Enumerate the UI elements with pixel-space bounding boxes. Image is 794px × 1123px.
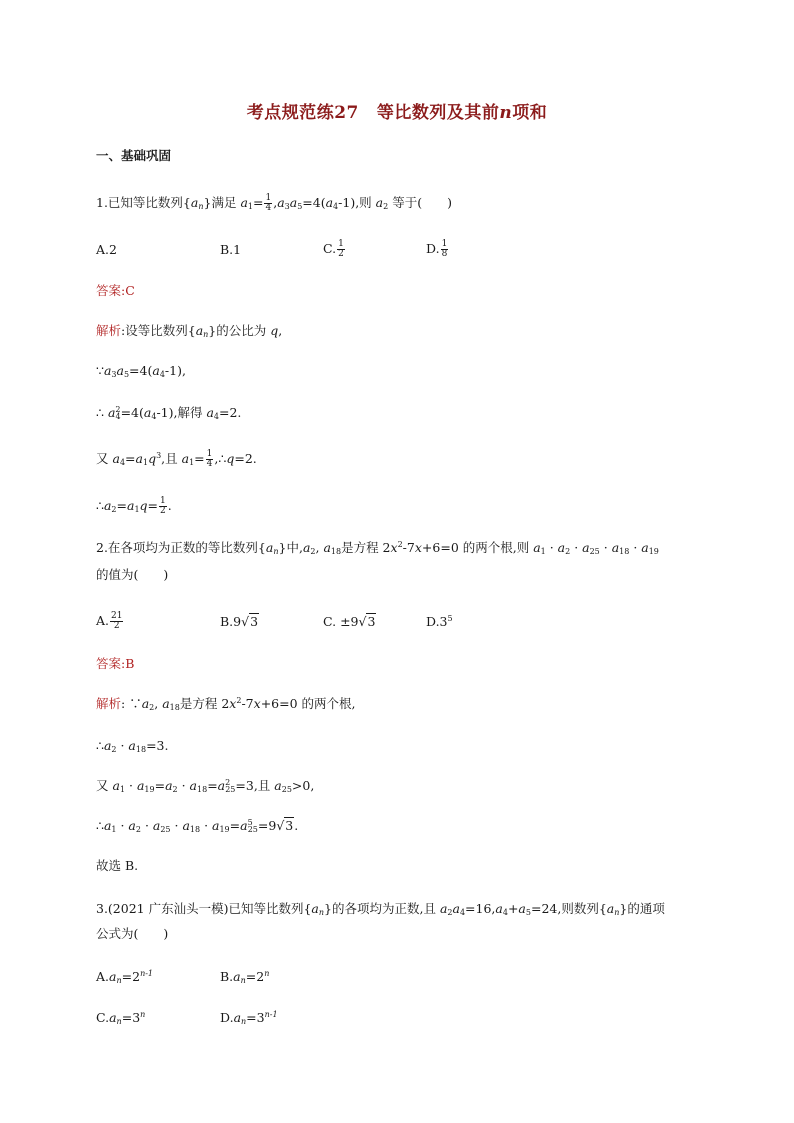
option-a: $A.a_n=2^{n-1}$ (96, 968, 154, 985)
solution-1-line-2: $\because a_3a_5=4(a_4-1)$, (96, 363, 186, 379)
page-title: 考点规范练27 等比数列及其前n项和 (246, 103, 548, 123)
answer-2: 答案:B (96, 656, 135, 671)
option-c: $C.a_n=3^n$ (96, 1009, 146, 1026)
solution-1-line-4: 又 $a_4=a_1q^3$,且 $a_1=$ $\frac{1}{4}$ ,∴q=2. (96, 449, 257, 469)
solution-1-line-3: ∴ $a^2_4=4(a_4-1)$,解得 $a_4=2$. (96, 405, 242, 421)
question-1-options (96, 240, 449, 259)
solution-2-line-4: $\therefore a_1 \cdot a_2 \cdot a_{25} \cdot a_{18} \cdot a_{19}=a^5_{25}=9√3$. (96, 818, 299, 834)
section-heading: 一、基础巩固 (96, 148, 172, 163)
question-3-options-row-1 (96, 968, 269, 985)
option-a: A.2 (96, 241, 117, 257)
answer-1: 答案:C (96, 283, 135, 298)
question-3-line-2: 公式为( ) (96, 926, 169, 941)
option-c: C. $\frac{1}{2}$ (323, 239, 344, 259)
option-c: C. ±9√3 (323, 613, 376, 629)
option-b: $B.a_n=2^n$ (220, 968, 270, 985)
question-3-line-1: 3.(2021 广东汕头一模)已知等比数列$\{a_n\}$的各项均为正数,且 $a_2a_4=16,a_4+a_5=24$,则数列$\{a_n\}$的通项 (96, 901, 665, 917)
question-3-options-row-2 (96, 1009, 278, 1026)
solution-2-line-2: $\therefore a_2 \cdot a_{18}=3$. (96, 738, 169, 754)
solution-1-line-1: 解析:设等比数列$\{a_n\}$的公比为 q, (96, 323, 283, 339)
question-1: 1.已知等比数列$\{a_n\}$满足 $a_1=$ $\frac{1}{4}$ $,a_3a_5=4(a_4-1)$,则 $a_2$ 等于( ) (96, 193, 452, 213)
question-2-options (96, 612, 453, 631)
solution-2-conclusion: 故选 B. (96, 858, 139, 873)
option-d: $D.a_n=3^{n-1}$ (220, 1009, 278, 1026)
option-d: $D.3^5$ (426, 613, 453, 629)
question-2-line-2: 的值为( ) (96, 567, 169, 582)
option-b: B.9√3 (220, 613, 259, 629)
question-2-line-1: 2.在各项均为正数的等比数列$\{a_n\}$中$,a_2$, $a_{18}$是方程 $2x^2-7x+6=0$ 的两个根,则 $a_1 \cdot a_2 \cdot a_{25} \cdot a_{18} \cdot a_{19}$ (96, 540, 659, 556)
option-b: B.1 (220, 241, 242, 257)
solution-1-line-5: $\therefore a_2=a_1q=$ $\frac{1}{2}$ . (96, 496, 172, 516)
option-d: D. $\frac{1}{8}$ (426, 239, 448, 259)
solution-2-line-1: 解析: $\because a_2$, $a_{18}$是方程 $2x^2-7x+6=0$ 的两个根, (96, 696, 356, 712)
fraction: $\frac{1}{4}$ (265, 193, 272, 213)
option-a: A. $\frac{21}{2}$ (96, 611, 123, 631)
solution-2-line-3: 又 $a_1 \cdot a_{19}=a_2 \cdot a_{18}=a^2_{25}=3$,且 $a_{25}>0$, (96, 778, 315, 794)
